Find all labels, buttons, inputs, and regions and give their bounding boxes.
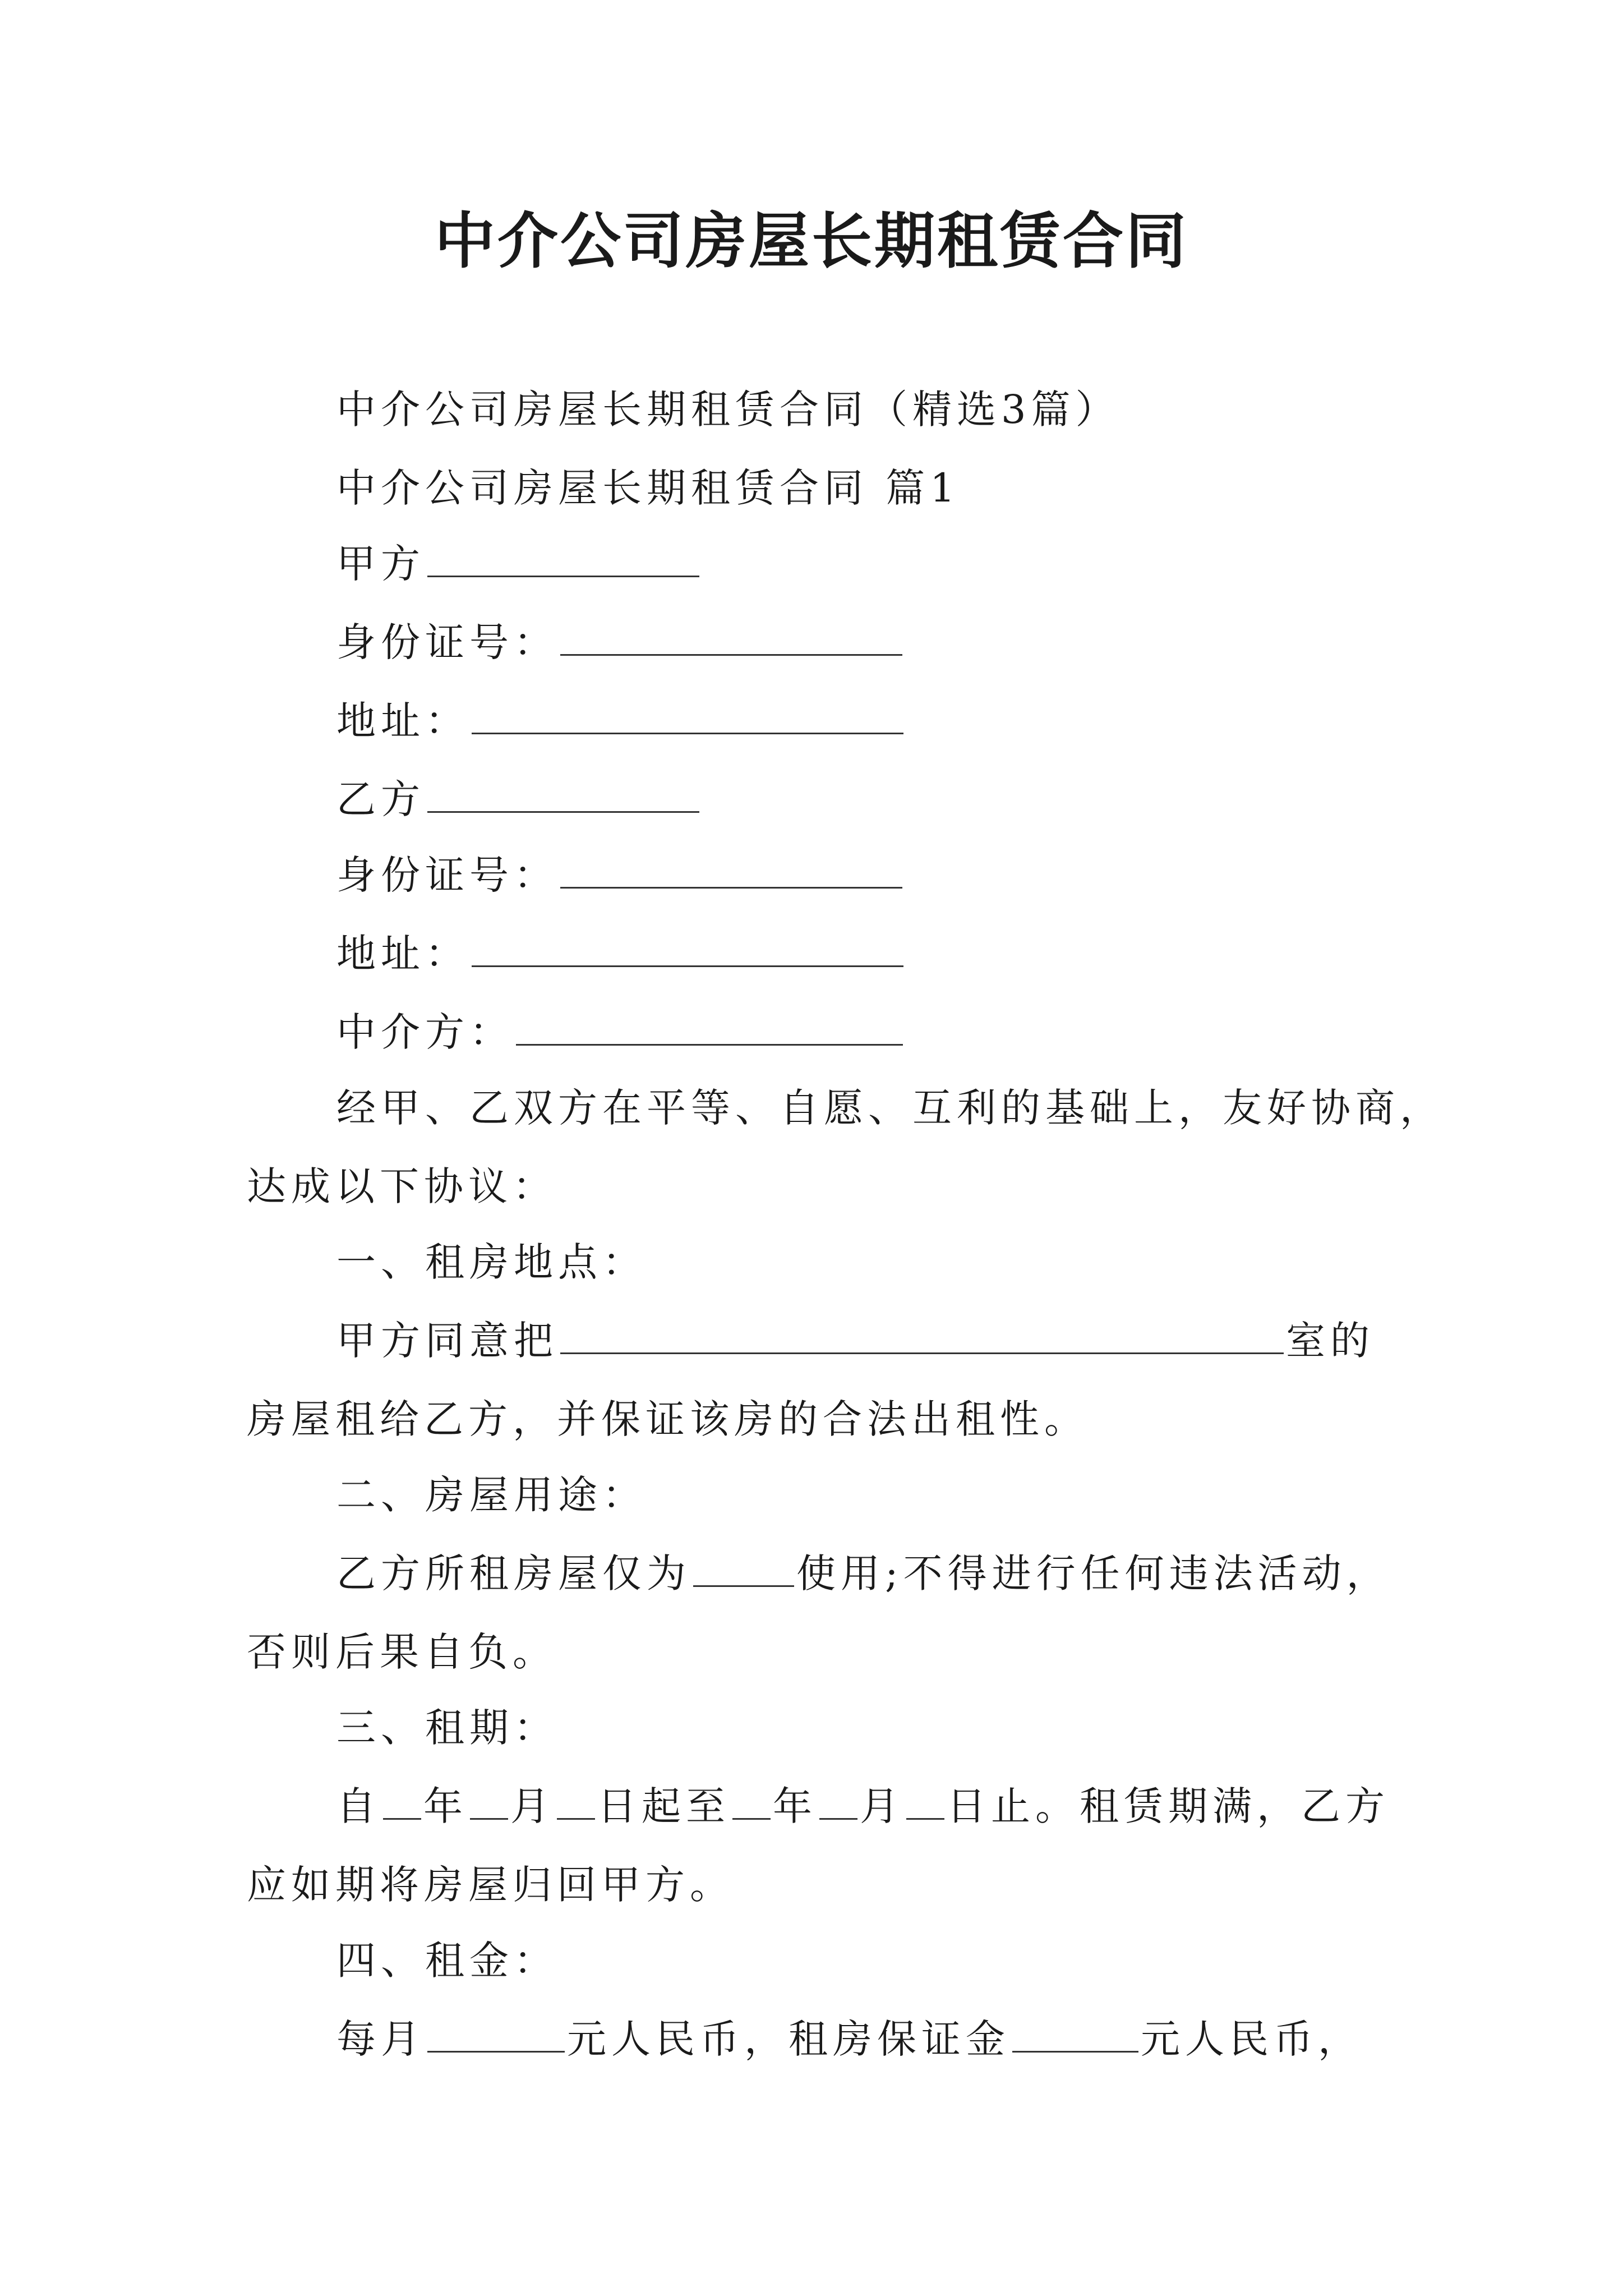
clause-3-from: 自 (336, 1783, 381, 1829)
clause-3-end-text: 日止。租赁期满，乙方 (947, 1783, 1390, 1829)
party-b-label: 乙方 (336, 776, 425, 822)
party-a-id-label: 身份证号： (336, 619, 558, 665)
intermediary-label: 中介方： (336, 1009, 514, 1055)
clause-4-blank-rent (427, 2016, 565, 2053)
clause-3-month-2: 月 (860, 1783, 904, 1829)
clause-3-month-1: 月 (510, 1783, 555, 1829)
clause-3-day-1: 日起至 (597, 1783, 730, 1829)
party-a-id-row (336, 614, 905, 670)
party-b-address-row (336, 926, 906, 982)
clause-3-line-1 (336, 1778, 1390, 1834)
party-b-id-row (336, 847, 905, 903)
clause-1-line-2: 房屋租给乙方，并保证该房的合法出租性。 (247, 1396, 1089, 1442)
party-a-blank (427, 541, 699, 577)
clause-4-blank-deposit (1012, 2016, 1138, 2053)
clause-2-blank (693, 1550, 794, 1587)
intro-line-2: 达成以下协议： (247, 1163, 557, 1209)
clause-4-line-1 (336, 2011, 1362, 2067)
clause-4-text-start: 每月 (336, 2016, 425, 2062)
party-a-label: 甲方 (336, 541, 425, 587)
clause-3-heading: 三、租期： (336, 1705, 558, 1751)
clause-3-blank-start-day (557, 1783, 595, 1820)
section-heading: 中介公司房屋长期租赁合同 篇1 (336, 465, 960, 511)
clause-2-text-start: 乙方所租房屋仅为 (336, 1550, 691, 1596)
party-b-id-blank (560, 852, 902, 889)
clause-2-heading: 二、房屋用途： (336, 1472, 647, 1518)
clause-2-text-end: 使用;不得进行任何违法活动， (796, 1550, 1391, 1596)
clause-3-line-2: 应如期将房屋归回甲方。 (247, 1862, 734, 1908)
party-b-address-label: 地址： (336, 931, 469, 977)
party-a-address-row (336, 693, 906, 749)
party-a-row (336, 536, 702, 592)
clause-2-line-1 (336, 1545, 1391, 1602)
party-b-id-label: 身份证号： (336, 852, 558, 898)
clause-4-text-end: 元人民币， (1141, 2016, 1362, 2062)
clause-1-text-start: 甲方同意把 (336, 1318, 558, 1364)
intro-line-1: 经甲、乙双方在平等、自愿、互利的基础上，友好协商， (336, 1085, 1444, 1131)
clause-1-text-end: 室的 (1286, 1318, 1375, 1364)
clause-1-heading: 一、租房地点： (336, 1239, 647, 1285)
clause-3-blank-end-year (732, 1783, 771, 1820)
party-b-blank (427, 776, 699, 813)
clause-3-year-2: 年 (773, 1783, 817, 1829)
clause-3-blank-start-year (383, 1783, 421, 1820)
party-b-address-blank (472, 931, 903, 967)
document-subtitle: 中介公司房屋长期租赁合同（精选3篇） (336, 386, 1120, 432)
clause-2-line-2: 否则后果自负。 (247, 1629, 557, 1675)
party-a-id-blank (560, 619, 902, 656)
party-a-address-blank (472, 698, 903, 734)
clause-1-line-1 (336, 1313, 1375, 1369)
clause-3-year-1: 年 (423, 1783, 468, 1829)
clause-3-blank-end-day (906, 1783, 944, 1820)
document-title: 中介公司房屋长期租赁合同 (434, 206, 1188, 277)
party-b-row (336, 771, 702, 827)
intermediary-row (336, 1004, 905, 1060)
clause-3-blank-start-month (470, 1783, 508, 1820)
clause-4-heading: 四、租金： (336, 1938, 558, 1984)
clause-3-blank-end-month (819, 1783, 857, 1820)
party-a-address-label: 地址： (336, 698, 469, 744)
clause-1-blank (560, 1318, 1284, 1354)
intermediary-blank (516, 1009, 903, 1046)
clause-4-text-mid: 元人民币，租房保证金 (567, 2016, 1010, 2062)
